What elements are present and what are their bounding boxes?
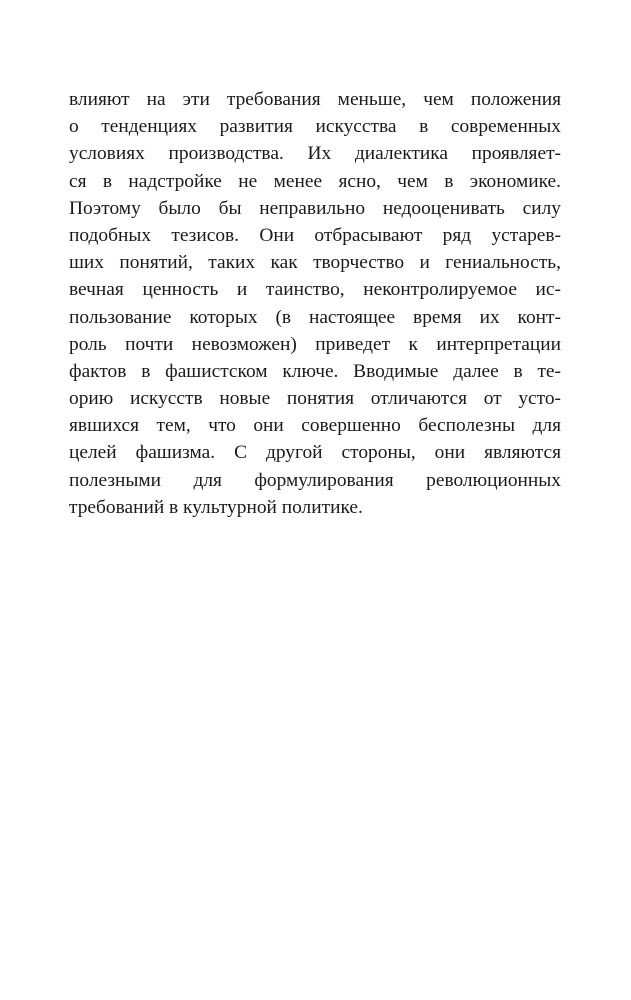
- text-line: Поэтому было бы неправильно недооценивать силу: [69, 197, 561, 219]
- text-line: вечная ценность и таинство, неконтролируемое ис-: [69, 279, 561, 301]
- text-line: подобных тезисов. Они отбрасывают ряд устарев-: [69, 224, 561, 246]
- text-line: ших понятий, таких как творчество и гениальность,: [69, 252, 561, 274]
- text-line: фактов в фашистском ключе. Вводимые далее в те-: [69, 360, 561, 382]
- text-line: роль почти невозможен) приведет к интерпретации: [69, 333, 561, 355]
- text-line: ся в надстройке не менее ясно, чем в экономике.: [69, 170, 561, 192]
- text-line: о тенденциях развития искусства в современных: [69, 116, 561, 138]
- text-line: целей фашизма. С другой стороны, они являются: [69, 442, 561, 464]
- text-line: пользование которых (в настоящее время их конт-: [69, 306, 561, 328]
- text-line: влияют на эти требования меньше, чем положения: [69, 89, 561, 110]
- text-line: явшихся тем, что они совершенно бесполезны для: [69, 415, 561, 437]
- paragraph: [69, 86, 561, 521]
- text-line: полезными для формулирования революционных: [69, 469, 561, 491]
- text-line: орию искусств новые понятия отличаются от усто-: [69, 388, 561, 410]
- text-line: требований в культурной политике.: [69, 496, 363, 518]
- text-line: условиях производства. Их диалектика проявляет-: [69, 143, 561, 165]
